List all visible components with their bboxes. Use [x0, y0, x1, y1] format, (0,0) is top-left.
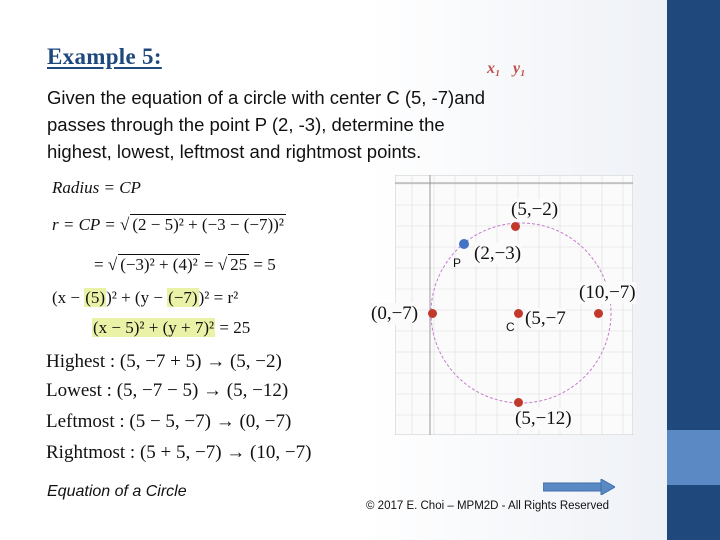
problem-line-1: Given the equation of a circle with center C (5, -7)and: [47, 87, 486, 108]
top-point-marker: [511, 222, 520, 231]
copyright-notice: © 2017 E. Choi – MPM2D - All Rights Reserved: [366, 500, 610, 512]
slide-title: Example 5:: [47, 44, 162, 69]
p-letter-label: P: [453, 256, 462, 270]
problem-statement: [47, 84, 607, 165]
highest-point: Highest : (5, −7 + 5) → (5, −2): [46, 351, 282, 372]
rightmost-point: Rightmost : (5 + 5, −7) → (10, −7): [46, 442, 312, 463]
left-point-marker: [428, 309, 437, 318]
center-point-marker: [514, 309, 523, 318]
y1-label: y₁: [513, 60, 526, 77]
center-coordinate-label: (5,−7: [525, 308, 566, 329]
p-point-marker: [459, 239, 469, 249]
radius-equation-2: = √ (−3)² + (4)² = √ 25 = 5: [94, 255, 276, 274]
sidebar-decoration: [667, 0, 720, 540]
bottom-point-marker: [514, 398, 523, 407]
next-arrow-icon[interactable]: [543, 479, 615, 495]
radius-definition: Radius = CP: [52, 178, 141, 197]
p-coordinate-label: (2,−3): [474, 243, 522, 264]
problem-line-3: highest, lowest, leftmost and rightmost points.: [47, 141, 422, 162]
top-point-label: (5,−2): [511, 199, 559, 220]
lowest-point: Lowest : (5, −7 − 5) → (5, −12): [46, 380, 289, 401]
right-point-marker: [594, 309, 603, 318]
radius-equation-1: r = CP = √ (2 − 5)² + (−3 − (−7))²: [52, 215, 284, 234]
circle-equation-setup: (x − (5))² + (y − (−7))² = r²: [52, 288, 239, 307]
x1-label: x₁: [487, 60, 501, 77]
leftmost-point: Leftmost : (5 − 5, −7) → (0, −7): [46, 411, 292, 432]
right-point-label: (10,−7): [579, 282, 636, 303]
left-point-label: (0,−7): [371, 303, 419, 324]
center-k-highlight: (−7): [168, 288, 198, 307]
footer-topic: Equation of a Circle: [47, 483, 187, 500]
sidebar-accent-strip: [667, 430, 720, 485]
center-h-highlight: (5): [85, 288, 106, 307]
problem-line-2: passes through the point P (2, -3), determine the: [47, 114, 445, 135]
circle-equation-final: (x − 5)² + (y + 7)² = 25: [93, 318, 251, 337]
c-letter-label: C: [506, 320, 515, 334]
bottom-point-label: (5,−12): [515, 408, 572, 429]
